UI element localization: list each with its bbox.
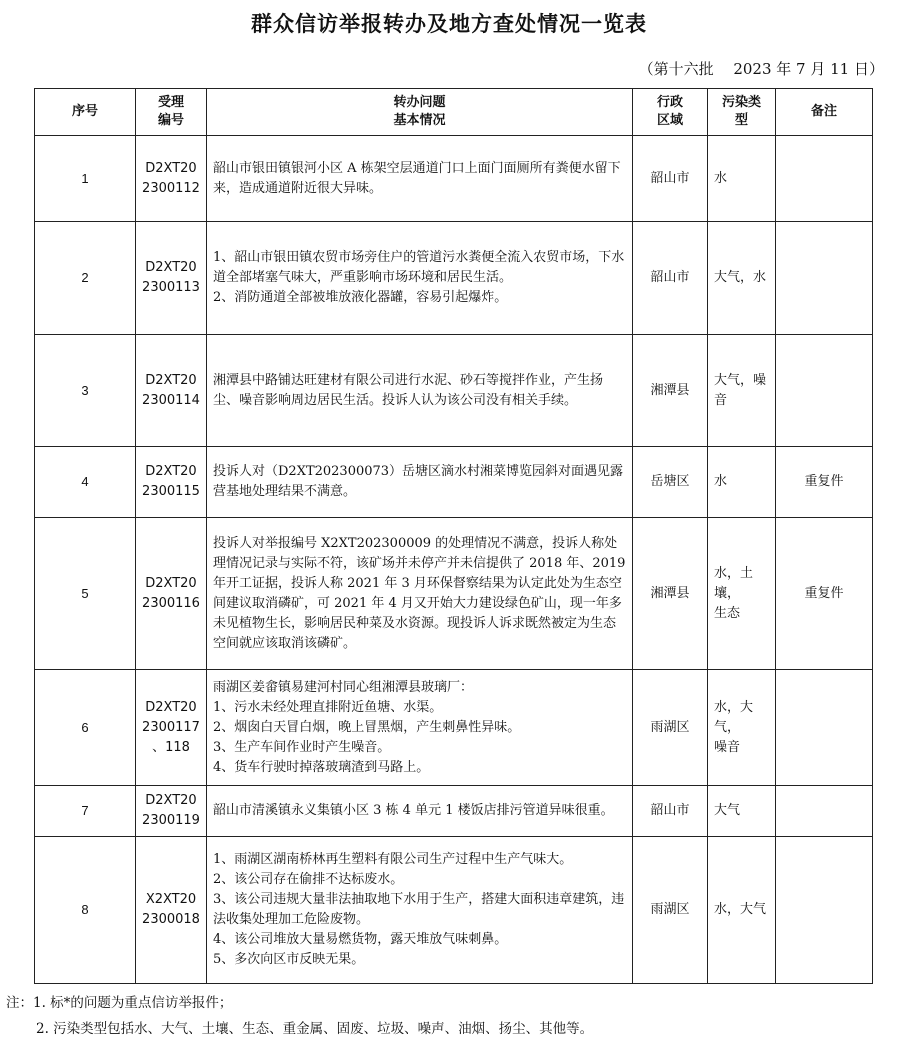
header-note: 备注 [776,89,873,136]
cell-issue [207,786,633,837]
cell-id: D2XT20 2300116 [136,518,207,670]
header-area: 行政 区域 [633,89,708,136]
cell-no: 4 [35,447,136,518]
cell-no: 8 [35,837,136,984]
cell-type: 大气，水 [708,222,776,335]
cell-area: 韶山市 [633,136,708,222]
cell-id: D2XT20 2300114 [136,335,207,447]
issue-line: 2、该公司存在偷排不达标废水。 [213,872,404,887]
cell-no: 3 [35,335,136,447]
page-title: 群众信访举报转办及地方查处情况一览表 [251,12,647,36]
cell-type: 水，土壤， 生态 [708,518,776,670]
cell-type: 水 [708,447,776,518]
table-header-row [35,89,873,136]
cell-area: 韶山市 [633,786,708,837]
cell-area: 韶山市 [633,222,708,335]
header-id: 受理 编号 [136,89,207,136]
footnotes [6,990,593,1042]
issue-line: 4、该公司堆放大量易燃货物，露天堆放气味刺鼻。 [213,932,508,947]
table-body [35,136,873,984]
cell-id: D2XT20 2300113 [136,222,207,335]
cell-type: 水 [708,136,776,222]
cell-id: D2XT20 2300117 、118 [136,670,207,786]
cell-note [776,222,873,335]
cell-type: 水，大气 [708,837,776,984]
issue-line: 雨湖区姜畲镇易建河村同心组湘潭县玻璃厂： [213,679,474,695]
cell-issue [207,222,633,335]
cell-id: D2XT20 2300115 [136,447,207,518]
issue-line: 投诉人对举报编号 X2XT202300009 的处理情况不满意，投诉人称处理情况记录与实际不符，该矿场并未停产并未信提供了 2018 年、2019 年开工证据，投诉人称 2021 年 3 月环保督察结果为认定此处为生态空间建议取消磷矿，可 2021 年 4 月又开始大力建设绿色矿山，现一年多未见植物生长，影响居民种菜及水资源。现投诉人诉求既然被定为生态空间就应该取消该磷矿。 [213,535,626,651]
cell-note [776,335,873,447]
table-row [35,335,873,447]
cell-issue [207,518,633,670]
issue-line: 3、该公司违规大量非法抽取地下水用于生产，搭建大面积违章建筑，违法收集处理加工危险废物。 [213,892,625,927]
footnote-1: 注：1. 标*的问题为重点信访举报件； [6,995,233,1011]
issue-line: 韶山市银田镇银河小区 A 栋架空层通道门口上面门面厕所有粪便水留下来，造成通道附近很大异味。 [213,160,621,196]
cell-area: 雨湖区 [633,837,708,984]
cell-area: 岳塘区 [633,447,708,518]
cell-note [776,136,873,222]
issue-line: 2、消防通道全部被堆放液化器罐，容易引起爆炸。 [213,290,508,305]
cell-issue [207,447,633,518]
cell-note [776,837,873,984]
cell-note [776,670,873,786]
issue-line: 2、烟囱白天冒白烟，晚上冒黑烟，产生刺鼻性异味。 [213,719,521,735]
cell-type: 大气，噪 音 [708,335,776,447]
cell-area: 湘潭县 [633,335,708,447]
cell-id: D2XT20 2300112 [136,136,207,222]
cell-issue [207,837,633,984]
complaints-table [34,88,873,984]
table-row [35,670,873,786]
cell-no: 1 [35,136,136,222]
cell-area: 湘潭县 [633,518,708,670]
table-row [35,136,873,222]
cell-type: 大气 [708,786,776,837]
footnote-2: 2. 污染类型包括水、大气、土壤、生态、重金属、固废、垃圾、噪声、油烟、扬尘、其他等。 [36,1021,594,1037]
cell-no: 2 [35,222,136,335]
cell-issue [207,335,633,447]
batch-date: （第十六批 2023 年 7 月 11 日） [638,60,884,78]
cell-note [776,786,873,837]
table-row [35,786,873,837]
cell-id: D2XT20 2300119 [136,786,207,837]
cell-issue [207,136,633,222]
issue-line: 湘潭县中路铺达旺建材有限公司进行水泥、砂石等搅拌作业，产生扬尘、噪音影响周边居民生活。投诉人认为该公司没有相关手续。 [213,372,604,408]
header-no: 序号 [35,89,136,136]
cell-no: 6 [35,670,136,786]
issue-line: 韶山市清溪镇永义集镇小区 3 栋 4 单元 1 楼饭店排污管道异味很重。 [213,803,614,818]
cell-issue [207,670,633,786]
header-issue: 转办问题 基本情况 [207,89,633,136]
cell-type: 水，大气， 噪音 [708,670,776,786]
cell-note: 重复件 [776,447,873,518]
cell-no: 7 [35,786,136,837]
cell-id: X2XT20 2300018 [136,837,207,984]
issue-line: 3、生产车间作业时产生噪音。 [213,739,391,755]
cell-area: 雨湖区 [633,670,708,786]
cell-note: 重复件 [776,518,873,670]
issue-line: 1、韶山市银田镇农贸市场旁住户的管道污水粪便全流入农贸市场，下水道全部堵塞气味大，严重影响市场环境和居民生活。 [213,250,625,285]
table-row [35,222,873,335]
header-type: 污染类 型 [708,89,776,136]
issue-line: 1、雨湖区湖南桥林再生塑料有限公司生产过程中生产气味大。 [213,852,573,867]
issue-line: 4、货车行驶时掉落玻璃渣到马路上。 [213,759,430,775]
issue-line: 1、污水未经处理直排附近鱼塘、水渠。 [213,699,443,715]
table-row [35,447,873,518]
table-row [35,837,873,984]
issue-line: 5、多次向区市反映无果。 [213,952,365,967]
table-row [35,518,873,670]
issue-line: 投诉人对（D2XT202300073）岳塘区滴水村湘菜博览园斜对面遇见露营基地处理结果不满意。 [213,464,624,499]
cell-no: 5 [35,518,136,670]
